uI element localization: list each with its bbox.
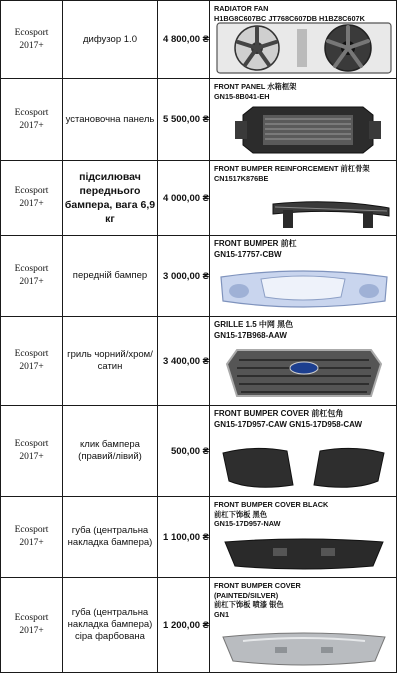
part-image-cell [210,578,397,673]
model-cell: Ecosport 2017+ [1,497,63,578]
model-cell: Ecosport 2017+ [1,161,63,236]
price: 500,00 ₴ [158,406,210,497]
price: 3 000,00 ₴ [158,236,210,317]
part-image-cell [210,79,397,161]
part-name: установочна панель [63,79,158,161]
grille-image [213,344,394,402]
lip-silver-image [213,627,394,669]
part-caption: FRONT PANEL 水箱框架 GN15-8B041-EH [214,82,297,101]
price: 3 400,00 ₴ [158,317,210,406]
part-image-cell [210,1,397,79]
part-image-cell [210,406,397,497]
model-cell: Ecosport 2017+ [1,236,63,317]
table-row [1,317,397,406]
price: 4 800,00 ₴ [158,1,210,79]
table-row [1,161,397,236]
part-name: дифузор 1.0 [63,1,158,79]
part-name: передній бампер [63,236,158,317]
model-cell: Ecosport 2017+ [1,1,63,79]
table-row [1,497,397,578]
part-name: губа (центральна накладка бампера) [63,497,158,578]
price: 4 000,00 ₴ [158,161,210,236]
part-image-cell [210,236,397,317]
price: 1 100,00 ₴ [158,497,210,578]
part-caption: FRONT BUMPER REINFORCEMENT 前杠骨架 CN1517K876BE [214,164,370,183]
part-name: підсилювач переднього бампера, вага 6,9 кг [63,161,158,236]
part-image-cell [210,317,397,406]
table-row [1,1,397,79]
part-caption: FRONT BUMPER COVER (PAINTED/SILVER) 前杠下饰板 喷漆 银色 GN1 [214,581,301,619]
bumper-reinforcement-image [213,186,394,232]
model-cell: Ecosport 2017+ [1,79,63,161]
radiator-fan-image [213,21,394,75]
part-name: клик бампера (правий/лівий) [63,406,158,497]
part-caption: RADIATOR FAN H1BG8C607BC JT768C607DB H1BZ8C607K [214,4,365,23]
table-row [1,79,397,161]
front-bumper-image [213,263,394,313]
model-cell: Ecosport 2017+ [1,578,63,673]
model-cell: Ecosport 2017+ [1,406,63,497]
lip-black-image [213,534,394,574]
part-image-cell [210,161,397,236]
table-row [1,406,397,497]
part-caption: GRILLE 1.5 中网 黑色 GN15-17B968-AAW [214,320,294,340]
part-caption: FRONT BUMPER COVER 前杠包角 GN15-17D957-CAW GN15-17D958-CAW [214,409,363,429]
part-name: гриль чорний/хром/сатин [63,317,158,406]
part-image-cell [210,497,397,578]
table-row [1,578,397,673]
price: 5 500,00 ₴ [158,79,210,161]
part-caption: FRONT BUMPER 前杠 GN15-17757-CBW [214,239,297,259]
model-cell: Ecosport 2017+ [1,317,63,406]
part-caption: FRONT BUMPER COVER BLACK 前杠下饰板 黑色 GN15-17D957-NAW [214,500,329,528]
price: 1 200,00 ₴ [158,578,210,673]
table-row [1,236,397,317]
bumper-corners-image [213,441,394,493]
part-name: губа (центральна накладка бампера) сіра фарбована [63,578,158,673]
front-panel-image [213,101,394,157]
